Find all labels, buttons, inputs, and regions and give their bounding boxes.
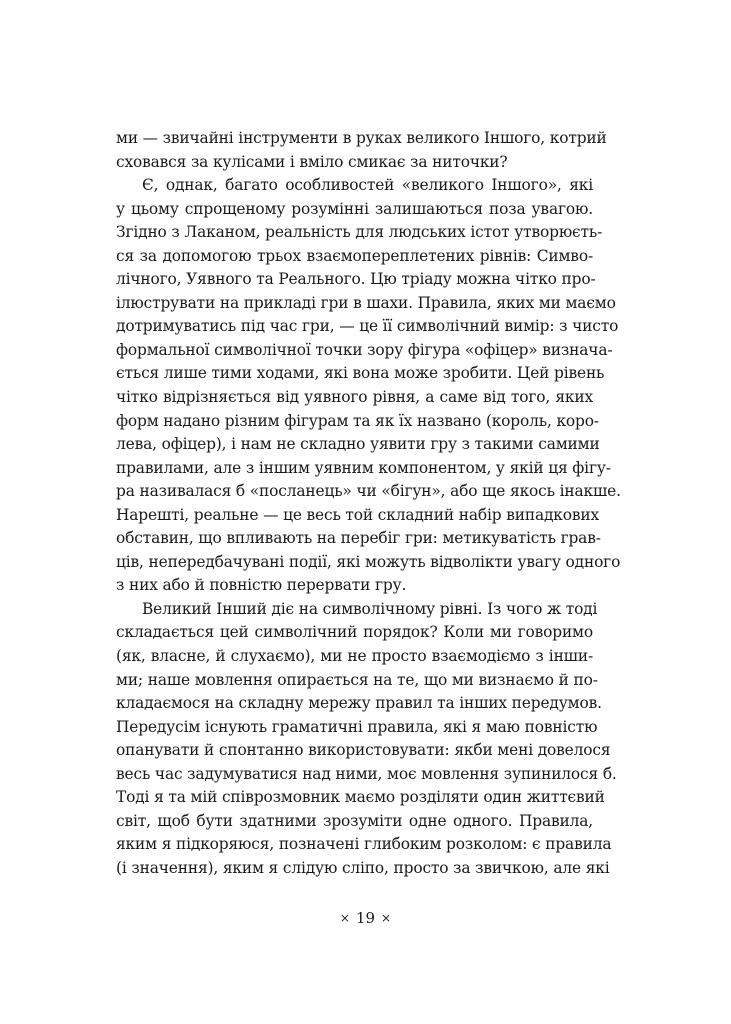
text-line: Нарешті, реальне — це весь той складний набір випадкових xyxy=(116,505,600,524)
ornament-right: × xyxy=(381,911,392,925)
text-line: Тоді я та мій співрозмовник маємо розділяти один життєвий xyxy=(116,788,605,807)
text-line: ється лише тими ходами, які вона може зробити. Цей рівень xyxy=(116,364,605,383)
text-line: дотримуватись під час гри, — це її символічний вимір: з чисто xyxy=(116,317,619,336)
text-line: ся за допомогою трьох взаємопереплетених рівнів: Симво- xyxy=(116,246,593,265)
text-line: (і значення), яким я слідую сліпо, просто за звичкою, але які xyxy=(116,858,610,877)
text-line: ілюструвати на прикладі гри в шахи. Правила, яких ми маємо xyxy=(116,293,616,312)
ornament-left: × xyxy=(339,911,350,925)
text-line: яким я підкоряюся, позначені глибоким розколом: є правила xyxy=(116,835,612,854)
text-line: Передусім існують граматичні правила, які я маю повністю xyxy=(116,717,598,736)
text-line: форм надано різним фігурам та як їх названо (король, коро- xyxy=(116,411,599,430)
text-line: ми — звичайні інструменти в руках великого Іншого, котрий xyxy=(116,129,607,147)
text-line: правилами, але з іншим уявним компонентом, у якій ця фігу- xyxy=(116,458,611,477)
text-line: лева, офіцер), і нам не складно уявити гру з такими самими xyxy=(116,435,600,454)
text-line: з них або й повністю перервати гру. xyxy=(116,576,407,595)
text-line: Великий Інший діє на символічному рівні. Із чого ж тоді xyxy=(142,599,598,618)
text-line: весь час задумуватися над ними, моє мовлення зупинилося б. xyxy=(116,764,617,783)
text-line: ців, непередбачувані події, які можуть відволікти увагу одного xyxy=(116,552,621,571)
text-line: обставин, що впливають на перебіг гри: метикуватість грав- xyxy=(116,529,601,548)
text-line: складається цей символічний порядок? Коли ми говоримо xyxy=(116,623,593,642)
text-line: сховався за кулісами і вміло смикає за ниточки? xyxy=(116,152,508,171)
text-line: Є, однак, багато особливостей «великого Іншого», які xyxy=(142,176,593,195)
text-line: опанувати й спонтанно використовувати: якби мені довелося xyxy=(116,741,611,760)
text-line: (як, власне, й слухаємо), ми не просто взаємодіємо з інши- xyxy=(116,647,593,666)
page-number xyxy=(0,909,731,927)
text-line: ми; наше мовлення опирається на те, що ми визнаємо й по- xyxy=(116,670,598,689)
text-line: чітко відрізняється від уявного рівня, а саме від того, яких xyxy=(116,388,593,407)
text-line: ра називалася б «посланець» чи «бігун», або ще якось інакше. xyxy=(116,482,621,501)
text-line: кладаємося на складну мережу правил та інших передумов. xyxy=(116,694,602,713)
text-line: формальної символічної точки зору фігура «офіцер» визнача- xyxy=(116,340,613,359)
text-line: Згідно з Лаканом, реальність для людських істот утворюєть- xyxy=(116,223,603,242)
body-text xyxy=(116,127,621,881)
text-line: у цьому спрощеному розумінні залишаються поза увагою. xyxy=(116,199,593,218)
text-line: лічного, Уявного та Реального. Цю тріаду можна чітко про- xyxy=(116,270,596,289)
page-number-value: 19 xyxy=(355,909,376,927)
text-line: світ, щоб бути здатними зрозуміти одне одного. Правила, xyxy=(116,811,593,830)
